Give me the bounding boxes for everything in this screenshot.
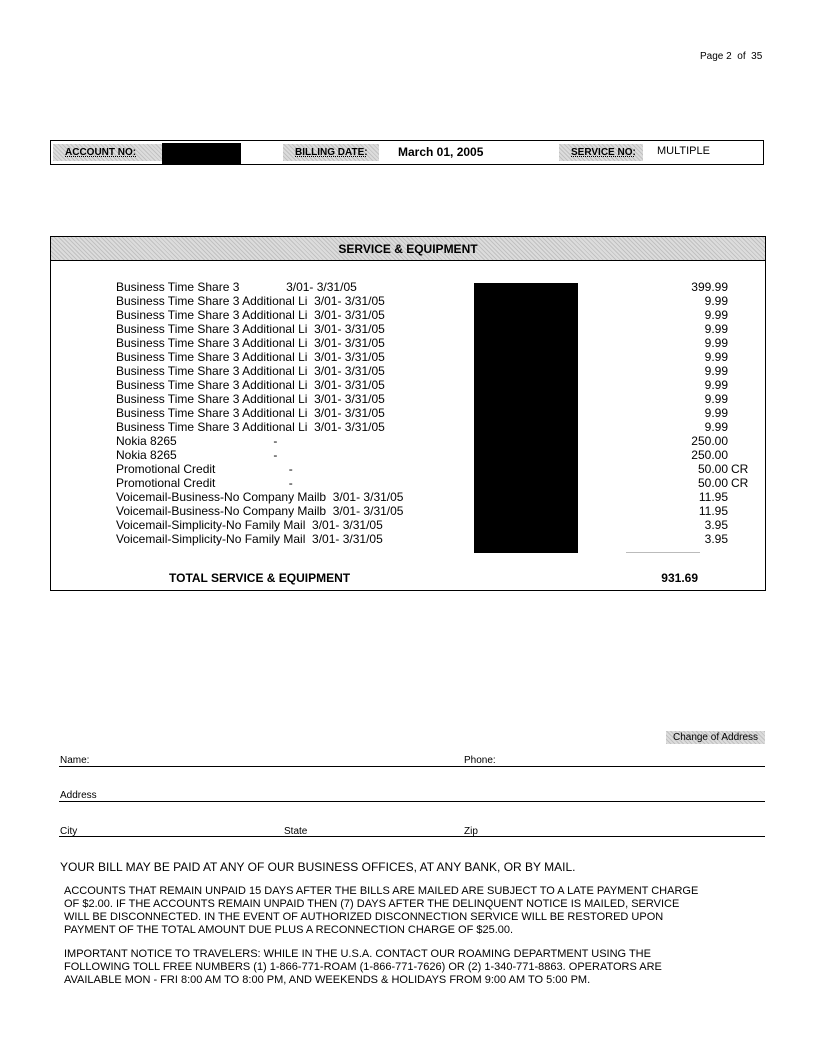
notice-line: WILL BE DISCONNECTED. IN THE EVENT OF AUTHORIZED DISCONNECTION SERVICE WILL BE RESTORED UPON bbox=[64, 911, 664, 923]
line-item-description: Voicemail-Simplicity-No Family Mail 3/01- 3/31/05 bbox=[116, 532, 383, 546]
line-item-description: Nokia 8265 - bbox=[116, 434, 278, 448]
amount-value: 3.95 bbox=[704, 532, 728, 546]
line-item-amount bbox=[646, 350, 761, 364]
amount-value: 250.00 bbox=[691, 448, 728, 462]
billing-date-value: March 01, 2005 bbox=[398, 145, 484, 159]
name-phone-line[interactable] bbox=[59, 766, 765, 767]
line-item-description: Business Time Share 3 Additional Li 3/01- 3/31/05 bbox=[116, 392, 385, 406]
service-number-label: SERVICE NO: bbox=[559, 144, 643, 161]
line-item-amount bbox=[646, 462, 761, 476]
line-item-amount bbox=[646, 434, 761, 448]
line-item-amount bbox=[646, 490, 761, 504]
amount-value: 9.99 bbox=[704, 294, 728, 308]
line-item-description: Promotional Credit - bbox=[116, 462, 293, 476]
notice-line: FOLLOWING TOLL FREE NUMBERS (1) 1-866-771-ROAM (1-866-771-7626) OR (2) 1-340-771-8863. OPERATORS ARE bbox=[64, 961, 662, 973]
amount-value: 9.99 bbox=[704, 350, 728, 364]
line-item-amount bbox=[646, 420, 761, 434]
service-number-value: MULTIPLE bbox=[657, 145, 710, 157]
line-item-amount bbox=[646, 280, 761, 294]
notice-line: AVAILABLE MON - FRI 8:00 AM TO 8:00 PM, AND WEEKENDS & HOLIDAYS FROM 9:00 AM TO 5:00 PM. bbox=[64, 974, 591, 986]
amount-value: 9.99 bbox=[704, 364, 728, 378]
line-item-amount bbox=[646, 322, 761, 336]
line-item-description: Business Time Share 3 Additional Li 3/01- 3/31/05 bbox=[116, 336, 385, 350]
amount-value: 9.99 bbox=[704, 378, 728, 392]
line-item-amount bbox=[646, 392, 761, 406]
city-state-zip-line[interactable] bbox=[59, 836, 765, 837]
amount-value: 11.95 bbox=[698, 504, 728, 518]
phone-numbers-redacted bbox=[474, 283, 578, 553]
line-item-description: Business Time Share 3 Additional Li 3/01- 3/31/05 bbox=[116, 322, 385, 336]
amount-value: 9.99 bbox=[704, 322, 728, 336]
total-rule bbox=[626, 552, 700, 553]
city-label: City bbox=[60, 826, 78, 837]
line-item-amount bbox=[646, 532, 761, 546]
address-line[interactable] bbox=[59, 801, 765, 802]
amount-value: 399.99 bbox=[691, 280, 728, 294]
line-item-amount bbox=[646, 504, 761, 518]
travelers-notice bbox=[64, 948, 662, 987]
amount-value: 11.95 bbox=[698, 490, 728, 504]
line-item-amount bbox=[646, 294, 761, 308]
line-item-amount bbox=[646, 364, 761, 378]
line-item-description: Business Time Share 3 Additional Li 3/01- 3/31/05 bbox=[116, 406, 385, 420]
amount-value: 50.00 bbox=[697, 462, 728, 476]
line-item-description: Business Time Share 3 Additional Li 3/01- 3/31/05 bbox=[116, 420, 385, 434]
total-value: 931.69 bbox=[661, 571, 698, 585]
account-number-redacted bbox=[162, 143, 241, 164]
change-of-address-label: Change of Address bbox=[666, 731, 765, 744]
late-payment-notice bbox=[64, 885, 698, 937]
page-number: Page 2 of 35 bbox=[700, 51, 763, 62]
line-item-amount bbox=[646, 406, 761, 420]
line-item-amount bbox=[646, 336, 761, 350]
line-item-description: Voicemail-Simplicity-No Family Mail 3/01- 3/31/05 bbox=[116, 518, 383, 532]
line-item-description: Business Time Share 3 Additional Li 3/01- 3/31/05 bbox=[116, 294, 385, 308]
line-item-description: Business Time Share 3 Additional Li 3/01- 3/31/05 bbox=[116, 378, 385, 392]
payment-notice: YOUR BILL MAY BE PAID AT ANY OF OUR BUSINESS OFFICES, AT ANY BANK, OR BY MAIL. bbox=[60, 860, 576, 874]
account-number-label: ACCOUNT NO: bbox=[53, 144, 195, 161]
zip-label: Zip bbox=[464, 826, 478, 837]
phone-label: Phone: bbox=[464, 755, 496, 766]
line-item-description: Business Time Share 3 Additional Li 3/01- 3/31/05 bbox=[116, 364, 385, 378]
line-item-description: Voicemail-Business-No Company Mailb 3/01- 3/31/05 bbox=[116, 490, 404, 504]
amount-value: 250.00 bbox=[691, 434, 728, 448]
line-item-description: Nokia 8265 - bbox=[116, 448, 278, 462]
service-equipment-section bbox=[50, 236, 766, 591]
line-item-description: Promotional Credit - bbox=[116, 476, 293, 490]
notice-line: IMPORTANT NOTICE TO TRAVELERS: WHILE IN THE U.S.A. CONTACT OUR ROAMING DEPARTMENT USING THE bbox=[64, 948, 651, 960]
credit-suffix: CR bbox=[731, 462, 749, 476]
amount-value: 9.99 bbox=[704, 406, 728, 420]
amount-value: 9.99 bbox=[704, 336, 728, 350]
address-label: Address bbox=[60, 790, 97, 801]
line-item-amount bbox=[646, 476, 761, 490]
notice-line: PAYMENT OF THE TOTAL AMOUNT DUE PLUS A RECONNECTION CHARGE OF $25.00. bbox=[64, 924, 514, 936]
billing-date-label: BILLING DATE: bbox=[283, 144, 379, 161]
line-item-amount bbox=[646, 308, 761, 322]
line-item-description: Business Time Share 3 Additional Li 3/01- 3/31/05 bbox=[116, 308, 385, 322]
line-item-description: Business Time Share 3 Additional Li 3/01- 3/31/05 bbox=[116, 350, 385, 364]
line-item-amount bbox=[646, 518, 761, 532]
amount-value: 3.95 bbox=[704, 518, 728, 532]
credit-suffix: CR bbox=[731, 476, 749, 490]
state-label: State bbox=[284, 826, 308, 837]
line-item-description: Voicemail-Business-No Company Mailb 3/01- 3/31/05 bbox=[116, 504, 404, 518]
line-item-amount bbox=[646, 448, 761, 462]
name-label: Name: bbox=[60, 755, 90, 766]
amount-value: 9.99 bbox=[704, 420, 728, 434]
section-title: SERVICE & EQUIPMENT bbox=[51, 237, 765, 261]
account-header bbox=[50, 140, 764, 165]
notice-line: ACCOUNTS THAT REMAIN UNPAID 15 DAYS AFTER THE BILLS ARE MAILED ARE SUBJECT TO A LATE PAYMENT CHARGE bbox=[64, 885, 699, 897]
amount-value: 50.00 bbox=[697, 476, 728, 490]
line-item-description: Business Time Share 3 3/01- 3/31/05 bbox=[116, 280, 357, 294]
total-label: TOTAL SERVICE & EQUIPMENT bbox=[169, 571, 351, 585]
amount-value: 9.99 bbox=[704, 308, 728, 322]
notice-line: OF $2.00. IF THE ACCOUNTS REMAIN UNPAID THEN (7) DAYS AFTER THE DELINQUENT NOTICE IS MAILED, SERVICE bbox=[64, 898, 680, 910]
line-item-amount bbox=[646, 378, 761, 392]
amount-value: 9.99 bbox=[704, 392, 728, 406]
